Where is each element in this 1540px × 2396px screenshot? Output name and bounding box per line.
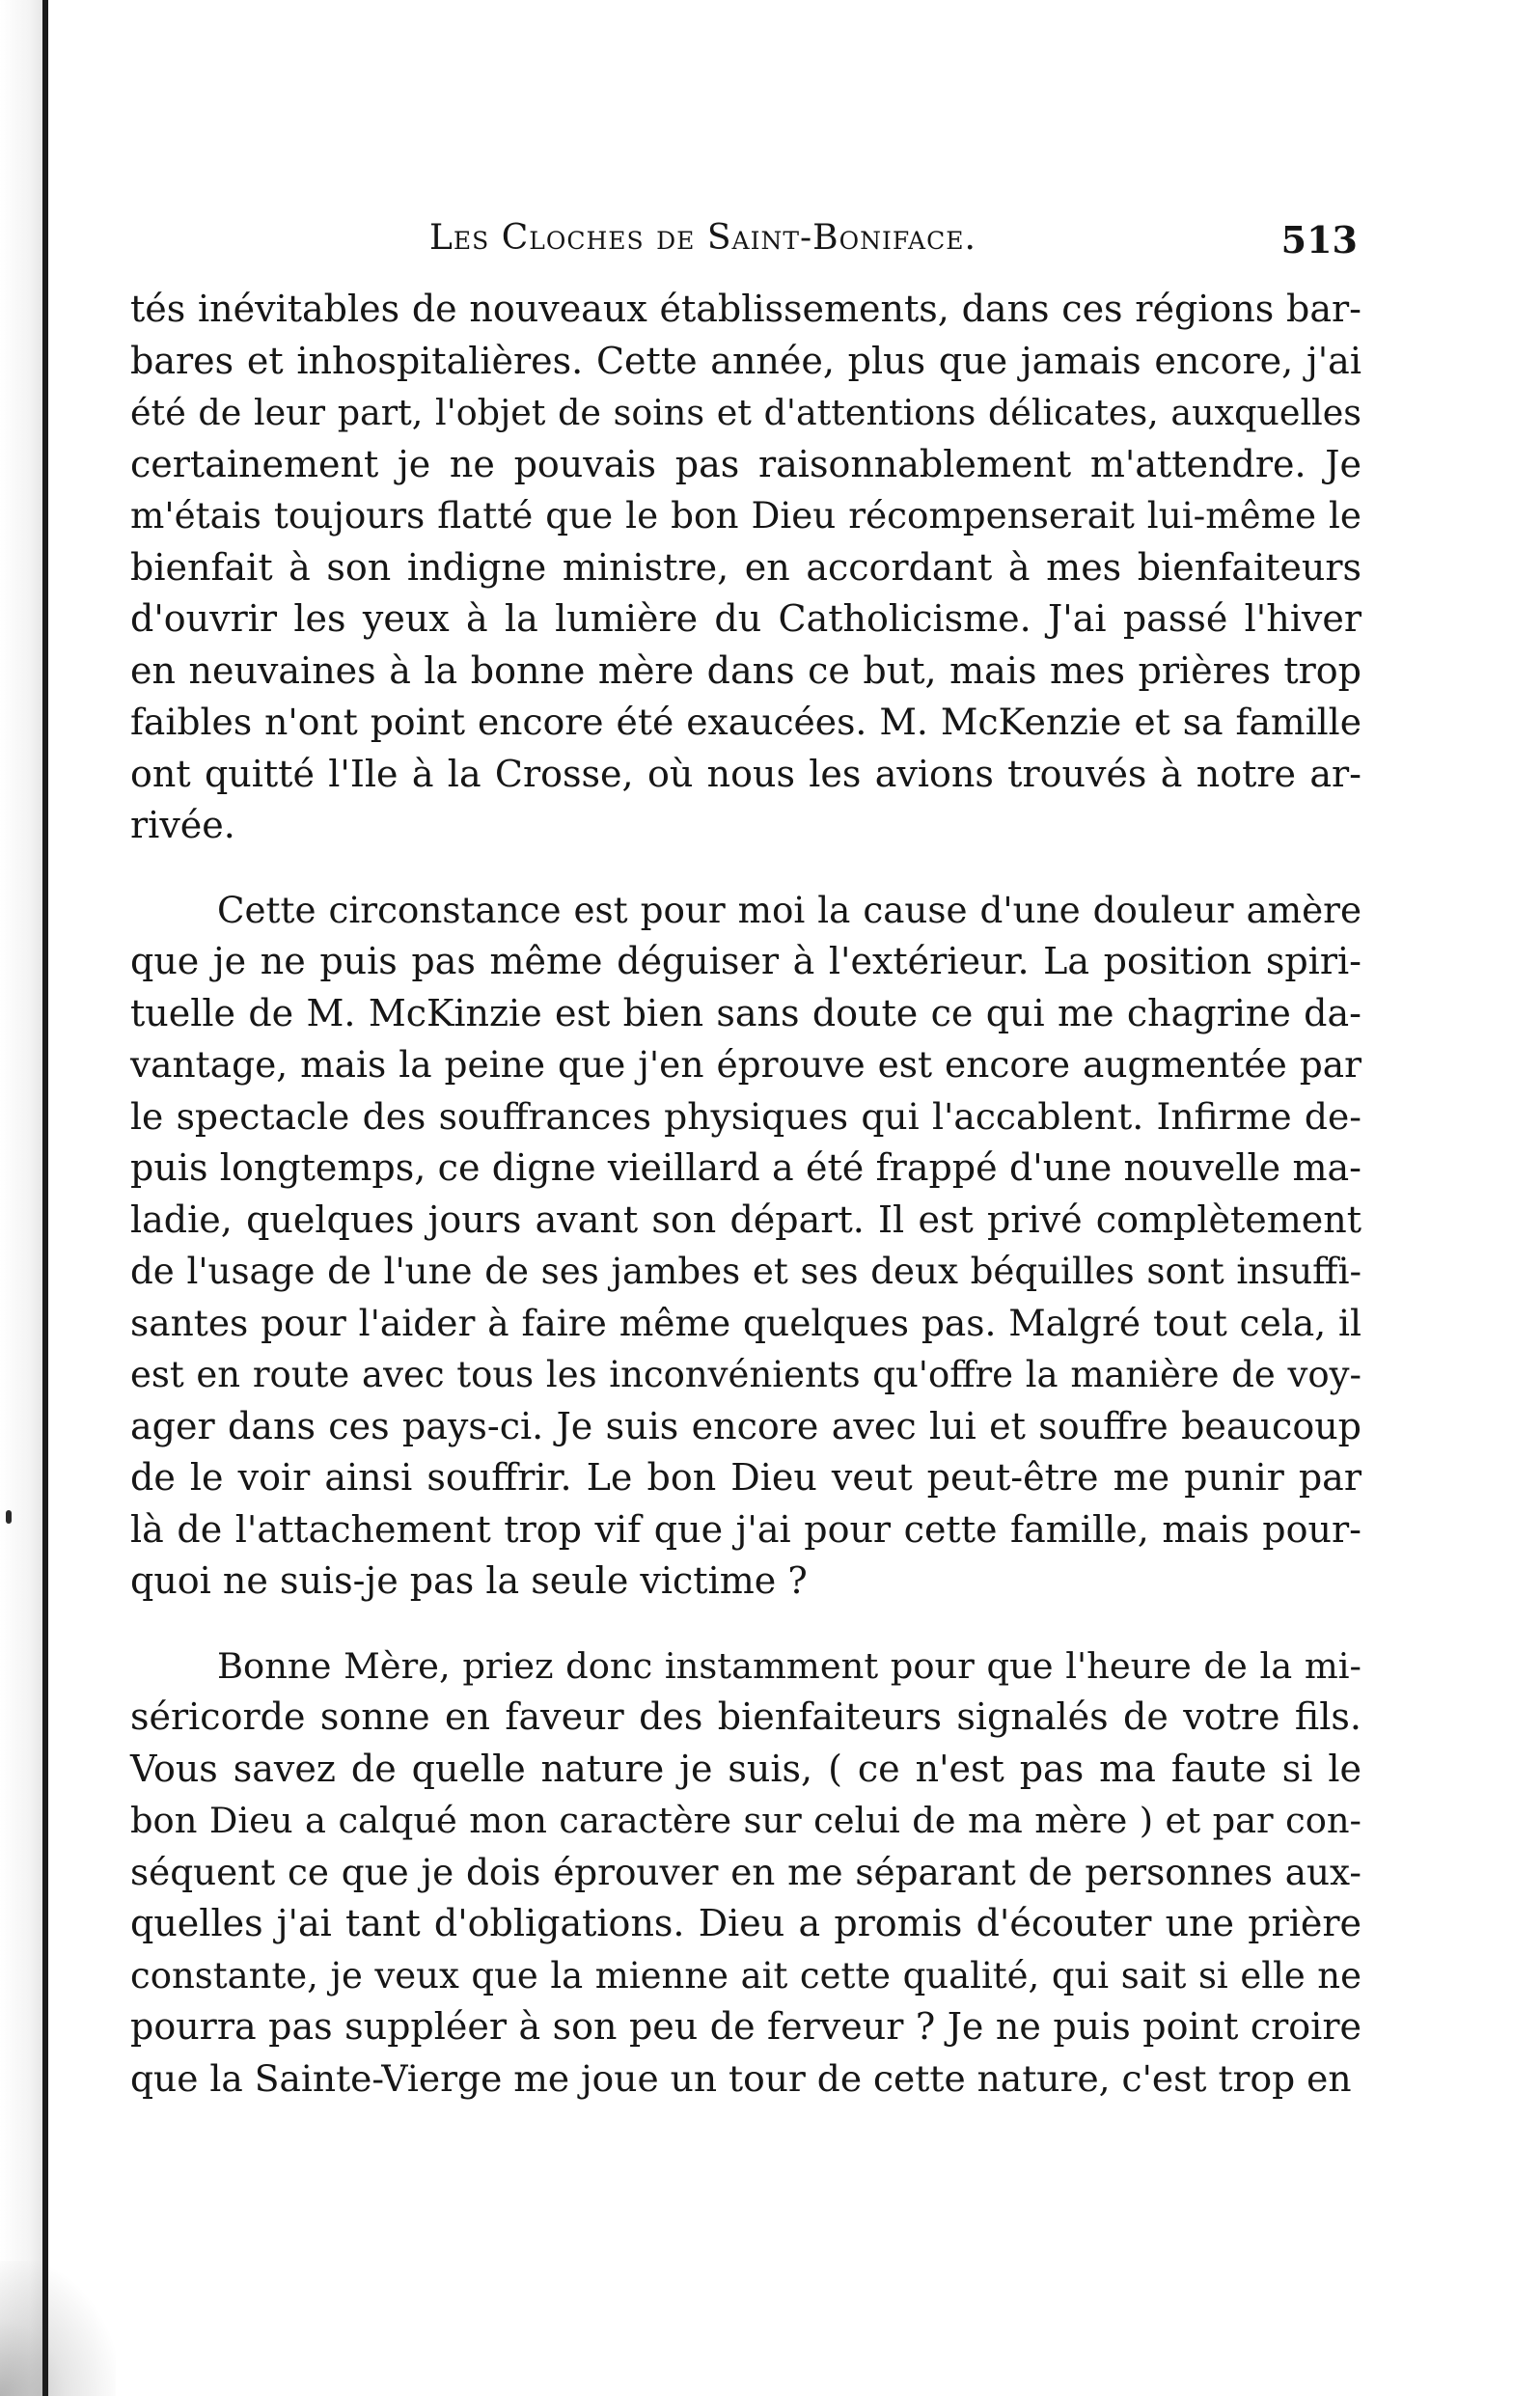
text-line: pourra pas suppléer à son peu de ferveur ? Je ne puis point croire [130,2005,1361,2048]
page-number: 513 [1280,218,1358,262]
text-line: Cette circonstance est pour moi la cause d'une douleur amère [217,888,1361,931]
running-title: Les Cloches de Saint-Boniface. [429,218,976,258]
text-line: ont quitté l'Ile à la Crosse, où nous les avions trouvés à notre ar- [130,752,1361,795]
paragraph [130,1640,1361,2106]
page-header [429,218,1358,266]
text-line: faibles n'ont point encore été exaucées. M. McKenzie et sa famille [130,701,1361,743]
body-text [130,284,1361,2105]
text-line: certainement je ne pouvais pas raisonnablement m'attendre. Je [130,442,1361,485]
page-gutter-shadow [0,0,42,2396]
text-line: de le voir ainsi souffrir. Le bon Dieu veut peut-être me punir par [130,1456,1361,1499]
text-line: d'ouvrir les yeux à la lumière du Catholicisme. J'ai passé l'hiver [130,597,1361,640]
text-line: vantage, mais la peine que j'en éprouve est encore augmentée par [130,1043,1361,1086]
binding-edge [42,0,48,2396]
text-line: est en route avec tous les inconvénients qu'offre la manière de voy- [130,1354,1361,1395]
text-line: rivée. [130,804,235,846]
text-line: de l'usage de l'une de ses jambes et ses deux béquilles sont insuffi- [130,1251,1361,1292]
text-line: santes pour l'aider à faire même quelques pas. Malgré tout cela, il [130,1301,1361,1344]
text-line: Vous savez de quelle nature je suis, ( ce n'est pas ma faute si le [130,1747,1361,1790]
text-line: ladie, quelques jours avant son départ. Il est privé complètement [130,1198,1361,1241]
text-line: séricorde sonne en faveur des bienfaiteurs signalés de votre fils. [130,1695,1361,1738]
text-line: m'étais toujours flatté que le bon Dieu récompenserait lui-même le [130,494,1361,537]
corner-smudge [0,2261,116,2396]
margin-ink-mark [6,1510,12,1524]
paragraph-gap [130,1608,1361,1640]
text-line: bon Dieu a calqué mon caractère sur celui de ma mère ) et par con- [130,1800,1361,1841]
text-line: bares et inhospitalières. Cette année, plus que jamais encore, j'ai [130,339,1361,382]
text-line: tuelle de M. McKinzie est bien sans doute ce qui me chagrine da- [130,991,1361,1034]
text-line: le spectacle des souffrances physiques qui l'accablent. Infirme de- [130,1094,1361,1138]
text-line: que je ne puis pas même déguiser à l'extérieur. La position spiri- [130,940,1361,982]
text-line: quelles j'ai tant d'obligations. Dieu a promis d'écouter une prière [130,1902,1361,1944]
text-line: séquent ce que je dois éprouver en me séparant de personnes aux- [130,1850,1361,1893]
text-line: tés inévitables de nouveaux établissements, dans ces régions bar- [130,288,1361,330]
text-line: Bonne Mère, priez donc instamment pour que l'heure de la mi- [217,1644,1361,1687]
text-line: ager dans ces pays-ci. Je suis encore avec lui et souffre beaucoup [130,1404,1361,1447]
paragraph [130,284,1361,852]
paragraph [130,885,1361,1608]
text-line: bienfait à son indigne ministre, en accordant à mes bienfaiteurs [130,545,1361,589]
text-line: en neuvaines à la bonne mère dans ce but, mais mes prières trop [130,648,1361,692]
text-line: puis longtemps, ce digne vieillard a été frappé d'une nouvelle ma- [130,1146,1361,1189]
text-line: été de leur part, l'objet de soins et d'attentions délicates, auxquelles [130,392,1361,433]
text-line: que la Sainte-Vierge me joue un tour de cette nature, c'est trop en [130,2056,1352,2100]
text-line: quoi ne suis-je pas la seule victime ? [130,1559,808,1602]
text-line: constante, je veux que la mienne ait cette qualité, qui sait si elle ne [130,1954,1361,1997]
text-line: là de l'attachement trop vif que j'ai pour cette famille, mais pour- [130,1507,1361,1551]
paragraph-gap [130,852,1361,885]
